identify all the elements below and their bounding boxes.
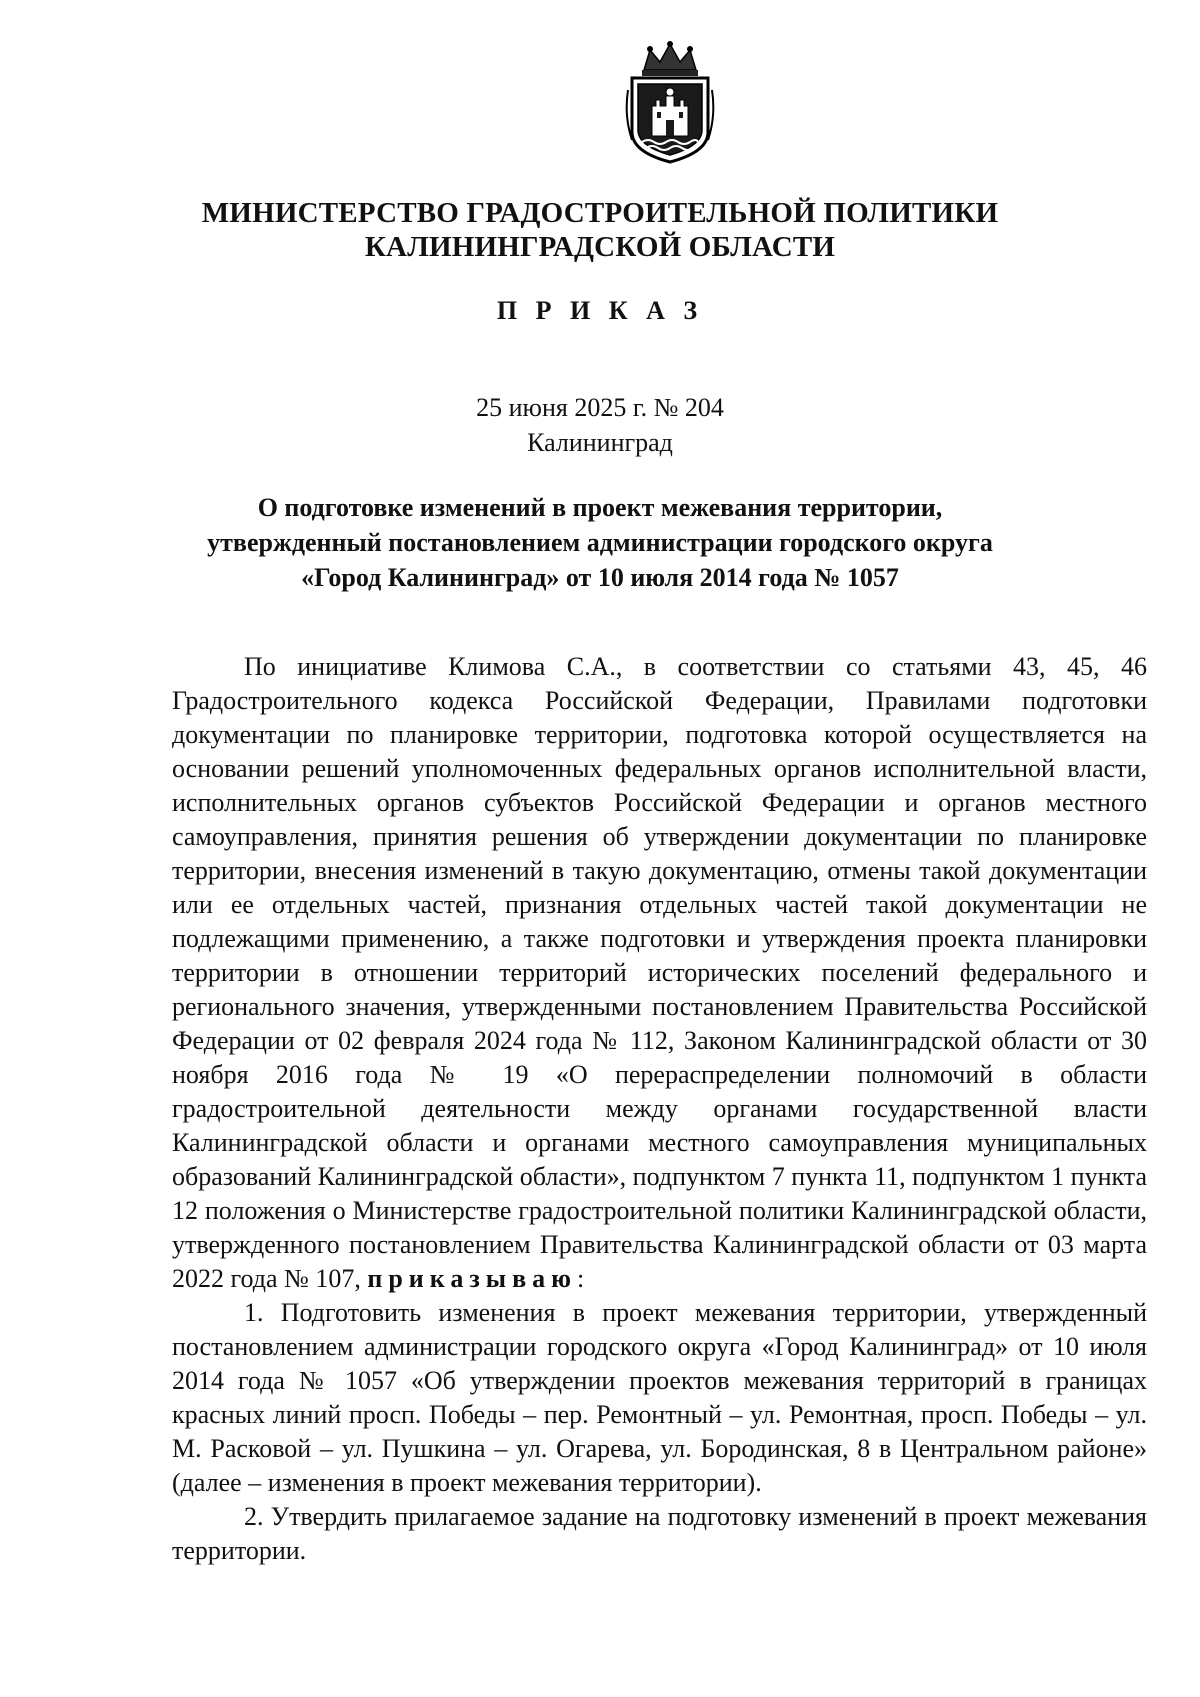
coat-of-arms-emblem xyxy=(624,40,716,164)
preamble-text: По инициативе Климова С.А., в соответствии со статьями 43, 45, 46 Градостроительного кодекса Российской Федерации, Правилами подготовки документации по планировке территории, подготовка которой осуществляется на основании решений уполномоченных федеральных органов исполнительной власти, исполнительных органов субъектов Российской Федерации и органов местного самоуправления, принятия решения об утверждении документации по планировке территории, внесения изменений в такую документацию, отмены такой документации или ее отдельных частей, признания отдельных частей такой документации не подлежащими применению, а также подготовки и утверждения проекта планировки территории в отношении территорий исторических поселений федерального и регионального значения, утвержденными постановлением Правительства Российской Федерации от 02 февраля 2024 года № 112, Законом Калининградской области от 30 ноября 2016 года № 19 «О перераспределении полномочий в области градостроительной деятельности между органами государственной власти Калининградской области и органами местного самоуправления муниципальных образований Калининградской области», подпунктом 7 пункта 11, подпунктом 1 пункта 12 положения о Министерстве градостроительной политики Калининградской области, утвержденного постановлением Правительства Калининградской области от 03 марта 2022 года № 107, xyxy=(172,652,1147,1293)
order-subject xyxy=(0,490,1200,595)
order-subject-line1: О подготовке изменений в проект межевания территории, xyxy=(257,493,943,522)
order-city: Калининград xyxy=(527,428,673,457)
preamble-paragraph: По инициативе Климова С.А., в соответствии со статьями 43, 45, 46 Градостроительного кодекса Российской Федерации, Правилами подготовки документации по планировке территории, подготовка которой осуществляется на основании решений уполномоченных федеральных органов исполнительной власти, исполнительных органов субъектов Российской Федерации и органов местного самоуправления, принятия решения об утверждении документации по планировке территории, внесения изменений в такую документацию, отмены такой документации или ее отдельных частей, признания отдельных частей такой документации не подлежащими применению, а также подготовки и утверждения проекта планировки территории в отношении территорий исторических поселений федерального и регионального значения, утвержденными постановлением Правительства Российской Федерации от 02 февраля 2024 года № 112, Законом Калининградской области от 30 ноября 2016 года № 19 «О перераспределении полномочий в области градостроительной деятельности между органами государственной власти Калининградской области и органами местного самоуправления муниципальных образований Калининградской области», подпунктом 7 пункта 11, подпунктом 1 пункта 12 положения о Министерстве градостроительной политики Калининградской области, утвержденного постановлением Правительства Калининградской области от 03 марта 2022 года № 107, приказываю: xyxy=(172,652,1147,1293)
order-date-number: 25 июня 2025 г. № 204 xyxy=(476,393,724,422)
order-item-2: 2. Утвердить прилагаемое задание на подготовку изменений в проект межевания территории. xyxy=(172,1502,1147,1565)
ministry-name-line2: КАЛИНИНГРАДСКОЙ ОБЛАСТИ xyxy=(364,231,836,263)
ministry-name xyxy=(0,196,1200,264)
order-title: П Р И К А З xyxy=(496,296,704,325)
order-body xyxy=(172,650,1147,1568)
order-word: приказываю xyxy=(367,1264,578,1293)
order-item-1: 1. Подготовить изменения в проект межевания территории, утвержденный постановлением администрации городского округа «Город Калининград» от 10 июля 2014 года № 1057 «Об утверждении проектов межевания территорий в границах красных линий просп. Победы – пер. Ремонтный – ул. Ремонтная, просп. Победы – ул. М. Расковой – ул. Пушкина – ул. Огарева, ул. Бородинская, 8 в Центральном районе» (далее – изменения в проект межевания территории). xyxy=(172,1298,1147,1497)
order-date-block xyxy=(0,390,1200,460)
order-subject-line2: утвержденный постановлением администрации городского округа xyxy=(207,528,993,557)
ministry-name-line1: МИНИСТЕРСТВО ГРАДОСТРОИТЕЛЬНОЙ ПОЛИТИКИ xyxy=(201,197,999,229)
order-subject-line3: «Город Калининград» от 10 июля 2014 года № 1057 xyxy=(301,563,899,592)
